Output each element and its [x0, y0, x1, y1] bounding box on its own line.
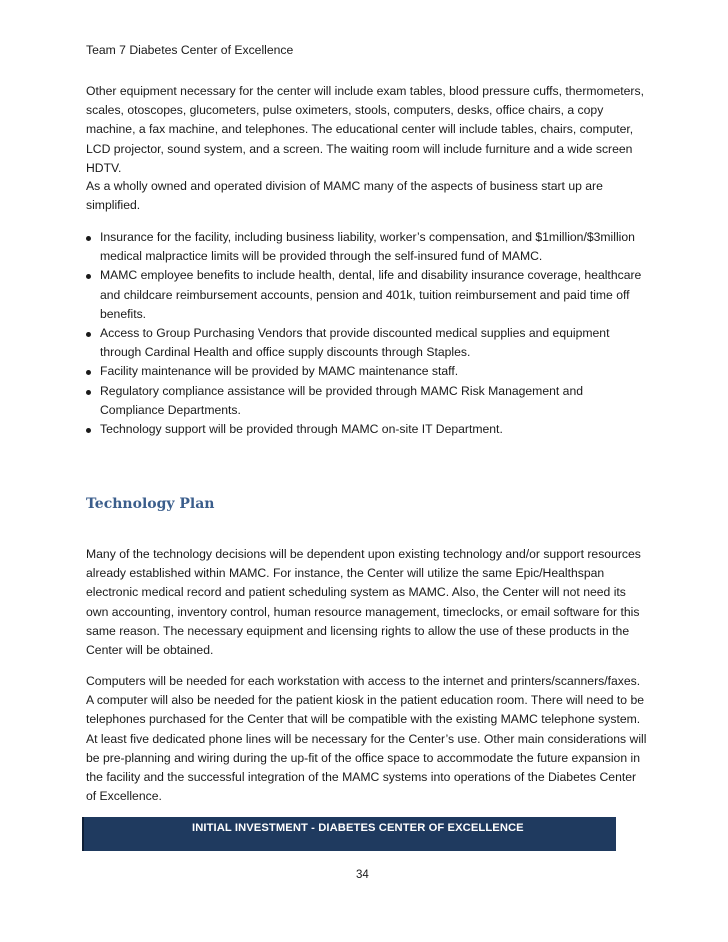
- list-item: [86, 382, 648, 420]
- bullet-icon: [86, 236, 91, 241]
- technology-plan-heading: Technology Plan: [86, 496, 215, 512]
- bullet-icon: [86, 428, 91, 433]
- page-number: 34: [356, 869, 369, 881]
- technology-paragraph-1: Many of the technology decisions will be dependent upon existing technology and/or support resources already established within MAMC. For instance, the Center will utilize the same Epic/Healthspan electronic medical record and patient scheduling system as MAMC. Also, the Center will not need its own accounting, inventory control, human resource management, timeclocks, or email software for this same reason. The necessary equipment and licensing rights to allow the use of these products in the Center will be obtained.: [86, 547, 641, 658]
- list-item-text: Facility maintenance will be provided by MAMC maintenance staff.: [100, 364, 459, 379]
- list-item-text: Access to Group Purchasing Vendors that provide discounted medical supplies and equipment through Cardinal Health and office supply discounts through Staples.: [100, 326, 610, 360]
- equipment-paragraph: Other equipment necessary for the center will include exam tables, blood pressure cuffs, thermometers, scales, otoscopes, glucometers, pulse oximeters, stools, computers, desks, office chairs, a copy machine, a fax machine, and telephones. The educational center will include tables, chairs, computer, LCD projector, sound system, and a screen. The waiting room will include furniture and a wide screen HDTV.: [86, 84, 644, 175]
- division-paragraph: As a wholly owned and operated division of MAMC many of the aspects of business start up are simplified.: [86, 179, 603, 213]
- bullet-icon: [86, 370, 91, 375]
- bullet-icon: [86, 332, 91, 337]
- list-item: [86, 266, 648, 324]
- technology-paragraph-2: Computers will be needed for each workstation with access to the internet and printers/scanners/faxes. A computer will also be needed for the patient kiosk in the patient education room. There will need to be telephones purchased for the Center that will be compatible with the existing MAMC telephone system. At least five dedicated phone lines will be necessary for the Center’s use. Other main considerations will be pre-planning and wiring during the up-fit of the office space to accommodate the future expansion in the facility and the successful integration of the MAMC systems into operations of the Diabetes Center of Excellence.: [86, 674, 647, 804]
- list-item: [86, 324, 648, 362]
- list-item: [86, 362, 648, 381]
- bullet-icon: [86, 390, 91, 395]
- investment-table-header: [82, 817, 616, 851]
- list-item-text: Regulatory compliance assistance will be provided through MAMC Risk Management and Compliance Departments.: [100, 383, 583, 417]
- running-header: Team 7 Diabetes Center of Excellence: [86, 43, 294, 57]
- list-item: [86, 228, 648, 266]
- business-benefits-list: [86, 228, 648, 439]
- list-item: [86, 420, 648, 439]
- list-item-text: Technology support will be provided through MAMC on-site IT Department.: [100, 422, 503, 437]
- list-item-text: MAMC employee benefits to include health, dental, life and disability insurance coverage, healthcare and childcare reimbursement accounts, pension and 401k, tuition reimbursement and paid time off benefits.: [100, 268, 642, 321]
- bullet-icon: [86, 274, 91, 279]
- investment-table-title: INITIAL INVESTMENT - DIABETES CENTER OF EXCELLENCE: [192, 822, 524, 834]
- list-item-text: Insurance for the facility, including business liability, worker’s compensation, and $1million/$3million medical malpractice limits will be provided through the self-insured fund of MAMC.: [100, 230, 635, 264]
